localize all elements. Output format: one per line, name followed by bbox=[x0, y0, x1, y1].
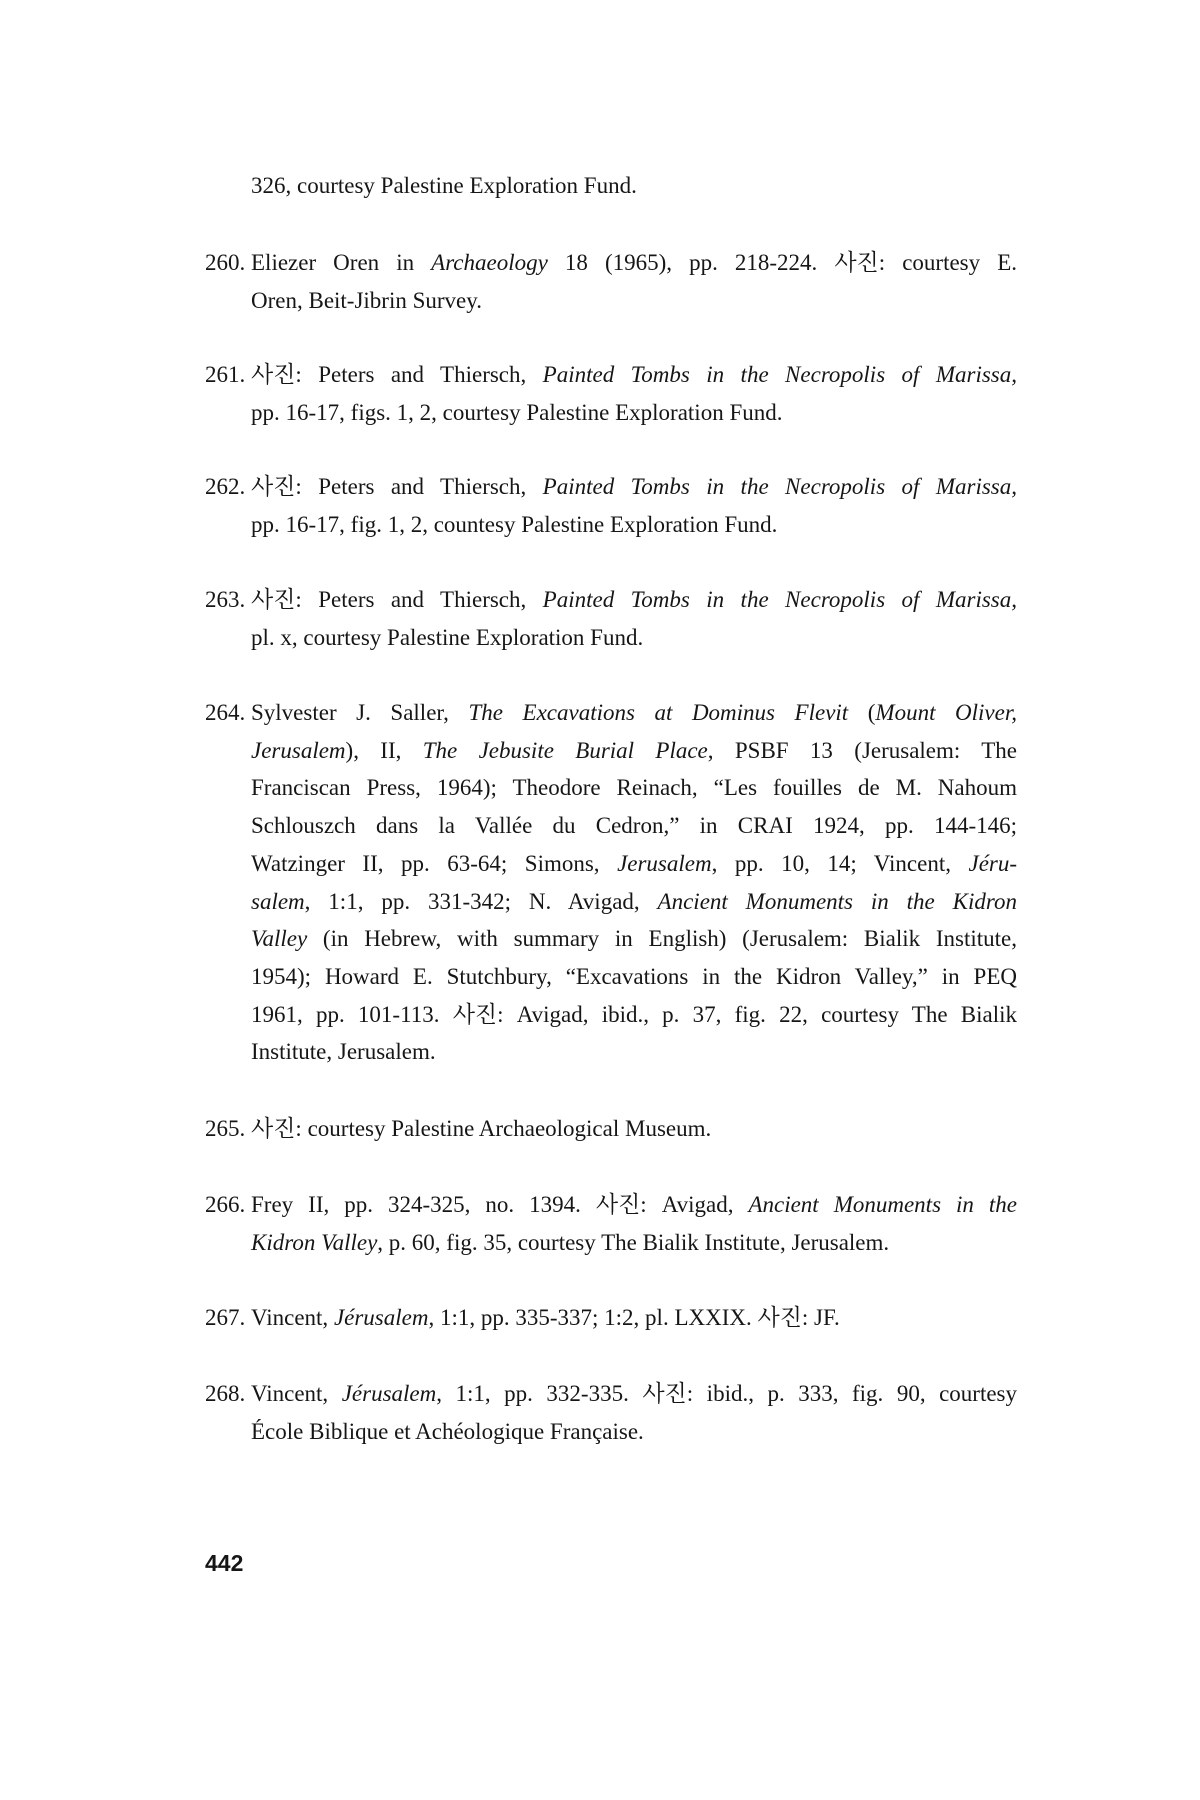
footnote-text: Watzinger II, pp. 63-64; Simons, bbox=[251, 850, 618, 876]
footnote-text: Vincent, bbox=[251, 1381, 342, 1406]
footnote-text: pp. 16-17, fig. 1, 2, countesy Palestine Exploration Fund. bbox=[251, 511, 778, 537]
footnote-text: 사진: Peters and Thiersch, bbox=[251, 474, 543, 499]
footnote-text: , 1:1, pp. 331-342; N. Avigad, bbox=[304, 888, 658, 914]
page-number: 442 bbox=[205, 1550, 244, 1576]
footnote-number: 267. bbox=[205, 1305, 246, 1330]
footnote-entry bbox=[205, 694, 1017, 1071]
footnote-line bbox=[251, 619, 1017, 657]
footnote-line bbox=[251, 394, 1017, 432]
footnote-entry bbox=[205, 1186, 1017, 1261]
italic-title-text: Archaeology bbox=[431, 250, 548, 275]
italic-title-text: Ancient Monuments in the bbox=[748, 1192, 1017, 1217]
footnote-number: 266. bbox=[205, 1192, 246, 1217]
footnote-number: 265. bbox=[205, 1116, 246, 1141]
italic-title-text: Mount Oliver, bbox=[875, 700, 1017, 725]
italic-title-text: Painted Tombs in the Necropolis of Marissa, bbox=[542, 474, 1017, 499]
footnote-text: Sylvester J. Saller, bbox=[251, 700, 469, 725]
italic-title-text: The Excavations at Dominus Flevit bbox=[468, 700, 849, 725]
footnote-line bbox=[251, 769, 1017, 807]
footnote-line bbox=[251, 807, 1017, 845]
footnote-line bbox=[251, 883, 1017, 921]
footnote-line bbox=[251, 167, 1017, 205]
footnote-number: 260. bbox=[205, 250, 246, 275]
footnote-entry bbox=[205, 167, 1017, 205]
footnote-number: 263. bbox=[205, 587, 246, 612]
footnote-text: 326, courtesy Palestine Exploration Fund. bbox=[251, 173, 637, 198]
footnote-text: , 1:1, pp. 335-337; 1:2, pl. LXXIX. 사진: JF. bbox=[428, 1305, 840, 1330]
footnote-text: Franciscan Press, 1964); Theodore Reinach, “Les fouilles de M. Nahoum bbox=[251, 775, 1017, 801]
footnote-text: 18 (1965), pp. 218-224. 사진: courtesy E. bbox=[547, 250, 1017, 275]
footnote-text: 1961, pp. 101-113. 사진: Avigad, ibid., p. 37, fig. 22, courtesy The Bialik bbox=[251, 1001, 1017, 1027]
footnote-line bbox=[251, 468, 1017, 506]
footnote-line bbox=[251, 1299, 1017, 1337]
italic-title-text: Painted Tombs in the Necropolis of Marissa, bbox=[542, 587, 1017, 612]
footnote-text: ), II, bbox=[345, 737, 423, 763]
footnote-line bbox=[251, 1375, 1017, 1413]
footnote-text: 1954); Howard E. Stutchbury, “Excavations in the Kidron Valley,” in PEQ bbox=[251, 963, 1017, 989]
footnote-line bbox=[251, 1186, 1017, 1224]
footnote-line bbox=[251, 845, 1017, 883]
footnote-text: pp. 16-17, figs. 1, 2, courtesy Palestine Exploration Fund. bbox=[251, 399, 783, 425]
footnote-text: Schlouszch dans la Vallée du Cedron,” in CRAI 1924, pp. 144-146; bbox=[251, 813, 1017, 839]
italic-title-text: Valley bbox=[251, 926, 308, 952]
footnote-entry bbox=[205, 1110, 1017, 1148]
footnote-text: , pp. 10, 14; Vincent, bbox=[711, 850, 969, 876]
italic-title-text: The Jebusite Burial Place bbox=[422, 737, 708, 763]
footnote-number: 264. bbox=[205, 700, 246, 725]
footnote-entry bbox=[205, 1375, 1017, 1450]
footnote-line bbox=[251, 1033, 1017, 1071]
footnote-text: (in Hebrew, with summary in English) (Jerusalem: Bialik Institute, bbox=[307, 926, 1017, 952]
footnote-line bbox=[251, 506, 1017, 544]
italic-title-text: salem bbox=[251, 888, 305, 914]
footnote-entry bbox=[205, 468, 1017, 543]
footnote-line bbox=[251, 244, 1017, 282]
footnote-line bbox=[251, 581, 1017, 619]
footnote-text: , p. 60, fig. 35, courtesy The Bialik Institute, Jerusalem. bbox=[377, 1229, 890, 1255]
footnote-entry bbox=[205, 581, 1017, 656]
footnote-text: Institute, Jerusalem. bbox=[251, 1039, 436, 1065]
footnote-number: 268. bbox=[205, 1381, 246, 1406]
italic-title-text: Jéru- bbox=[968, 850, 1018, 876]
footnote-line bbox=[251, 694, 1017, 732]
footnote-text: Vincent, bbox=[251, 1305, 334, 1330]
footnote-text: Eliezer Oren in bbox=[251, 250, 432, 275]
italic-title-text: Jérusalem bbox=[341, 1381, 437, 1406]
italic-title-text: Jerusalem bbox=[251, 737, 346, 763]
footnote-line bbox=[251, 1224, 1017, 1262]
footnote-text: École Biblique et Achéologique Française. bbox=[251, 1418, 644, 1444]
italic-title-text: Jérusalem bbox=[333, 1305, 429, 1330]
footnote-text: pl. x, courtesy Palestine Exploration Fund. bbox=[251, 624, 644, 650]
footnote-line bbox=[251, 356, 1017, 394]
footnote-text: Oren, Beit-Jibrin Survey. bbox=[251, 287, 483, 313]
footnote-text: , PSBF 13 (Jerusalem: The bbox=[707, 737, 1017, 763]
footnote-line bbox=[251, 1413, 1017, 1451]
italic-title-text: Kidron Valley bbox=[251, 1229, 378, 1255]
footnote-text: Frey II, pp. 324-325, no. 1394. 사진: Avigad, bbox=[251, 1192, 749, 1217]
footnote-text: 사진: courtesy Palestine Archaeological Museum. bbox=[251, 1116, 712, 1141]
footnote-entry bbox=[205, 244, 1017, 319]
footnote-line bbox=[251, 732, 1017, 770]
italic-title-text: Ancient Monuments in the Kidron bbox=[657, 888, 1017, 914]
footnote-line bbox=[251, 1110, 1017, 1148]
footnote-text: 사진: Peters and Thiersch, bbox=[251, 362, 543, 387]
footnote-entry bbox=[205, 356, 1017, 431]
footnote-number: 261. bbox=[205, 362, 246, 387]
italic-title-text: Painted Tombs in the Necropolis of Marissa, bbox=[542, 362, 1017, 387]
footnote-line bbox=[251, 996, 1017, 1034]
footnote-line bbox=[251, 920, 1017, 958]
footnote-text: , 1:1, pp. 332-335. 사진: ibid., p. 333, fig. 90, courtesy bbox=[436, 1381, 1017, 1406]
footnote-line bbox=[251, 958, 1017, 996]
footnote-entry bbox=[205, 1299, 1017, 1337]
footnote-number: 262. bbox=[205, 474, 246, 499]
footnote-line bbox=[251, 282, 1017, 320]
footnote-text: ( bbox=[848, 700, 876, 725]
italic-title-text: Jerusalem bbox=[617, 850, 712, 876]
footnote-text: 사진: Peters and Thiersch, bbox=[251, 587, 543, 612]
